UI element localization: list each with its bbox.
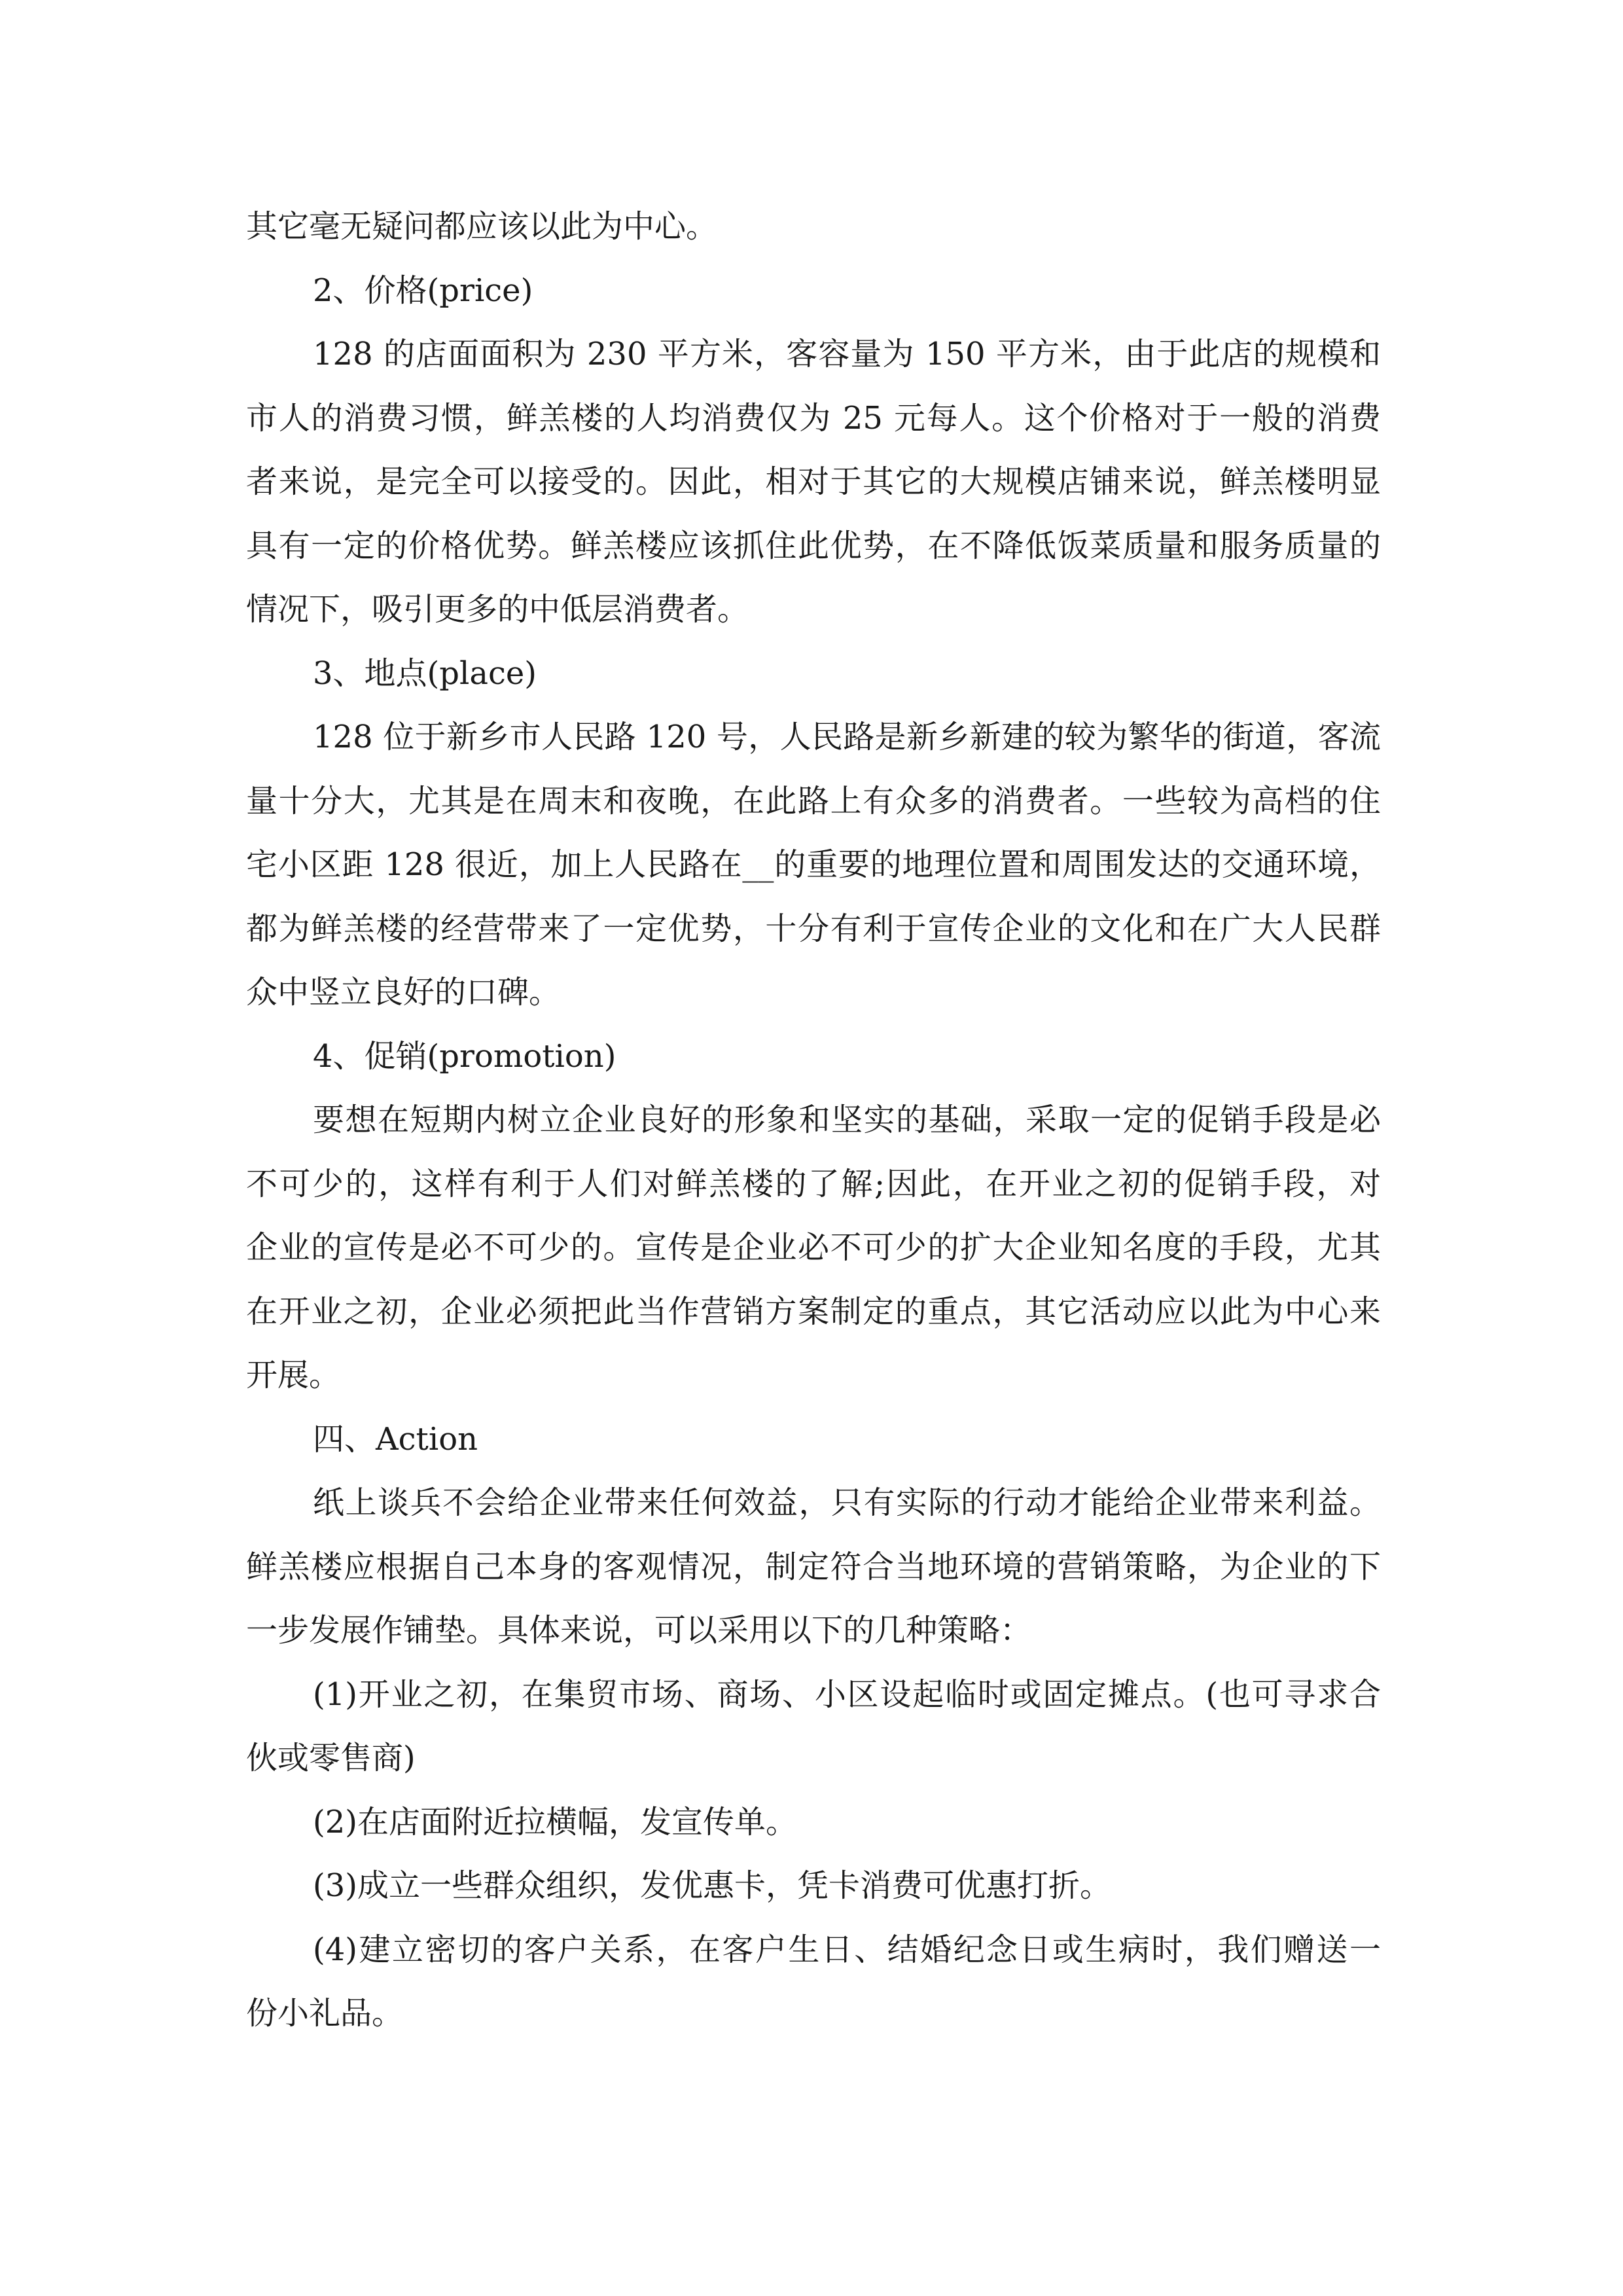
- line-4: 市人的消费习惯，鲜羔楼的人均消费仅为 25 元每人。这个价格对于一般的消费: [246, 399, 1381, 437]
- line-15: 要想在短期内树立企业良好的形象和坚实的基础，采取一定的促销手段是必: [313, 1102, 1381, 1138]
- line-22: 鲜羔楼应根据自己本身的客观情况，制定符合当地环境的营销策略，为企业的下: [246, 1548, 1381, 1585]
- line-21: 纸上谈兵不会给企业带来任何效益，只有实际的行动才能给企业带来利益。: [313, 1484, 1381, 1521]
- line-17: 企业的宣传是必不可少的。宣传是企业必不可少的扩大企业知名度的手段，尤其: [246, 1229, 1381, 1266]
- line-9: 128 位于新乡市人民路 120 号，人民路是新乡新建的较为繁华的街道，客流: [313, 719, 1381, 755]
- line-10: 量十分大，尤其是在周末和夜晚，在此路上有众多的消费者。一些较为高档的住: [246, 782, 1381, 819]
- line-23: 一步发展作铺垫。具体来说，可以采用以下的几种策略：: [246, 1612, 1032, 1649]
- document-body: [246, 195, 1381, 2046]
- strategy-3: (3)成立一些群众组织，发优惠卡，凭卡消费可优惠打折。: [313, 1867, 1111, 1904]
- strategy-4-cont: 份小礼品。: [246, 1995, 404, 2032]
- line-5: 者来说，是完全可以接受的。因此，相对于其它的大规模店铺来说，鲜羔楼明显: [246, 463, 1381, 500]
- line-16: 不可少的，这样有利于人们对鲜羔楼的了解;因此，在开业之初的促销手段，对: [246, 1165, 1381, 1202]
- line-12: 都为鲜羔楼的经营带来了一定优势，十分有利于宣传企业的文化和在广大人民群: [246, 910, 1381, 947]
- heading-price: 2、价格(price): [313, 272, 533, 309]
- heading-action: 四、Action: [313, 1420, 478, 1458]
- line-18: 在开业之初，企业必须把此当作营销方案制定的重点，其它活动应以此为中心来: [246, 1293, 1381, 1330]
- strategy-1: (1)开业之初，在集贸市场、商场、小区设起临时或固定摊点。(也可寻求合: [313, 1676, 1381, 1713]
- line-6: 具有一定的价格优势。鲜羔楼应该抓住此优势，在不降低饭菜质量和服务质量的: [246, 527, 1381, 564]
- heading-place: 3、地点(place): [313, 655, 537, 692]
- line-11: 宅小区距 128 很近，加上人民路在__的重要的地理位置和周围发达的交通环境，: [246, 846, 1381, 883]
- line-3: 128 的店面面积为 230 平方米，客容量为 150 平方米，由于此店的规模和: [313, 336, 1381, 372]
- line-7: 情况下，吸引更多的中低层消费者。: [246, 591, 749, 628]
- heading-promotion: 4、促销(promotion): [313, 1037, 616, 1075]
- line-13: 众中竖立良好的口碑。: [246, 974, 561, 1011]
- strategy-2: (2)在店面附近拉横幅，发宣传单。: [313, 1803, 797, 1840]
- line-1: 其它毫无疑问都应该以此为中心。: [246, 208, 718, 245]
- line-19: 开展。: [246, 1357, 341, 1393]
- strategy-1-cont: 伙或零售商): [246, 1740, 416, 1776]
- strategy-4: (4)建立密切的客户关系，在客户生日、结婚纪念日或生病时，我们赠送一: [313, 1931, 1381, 1968]
